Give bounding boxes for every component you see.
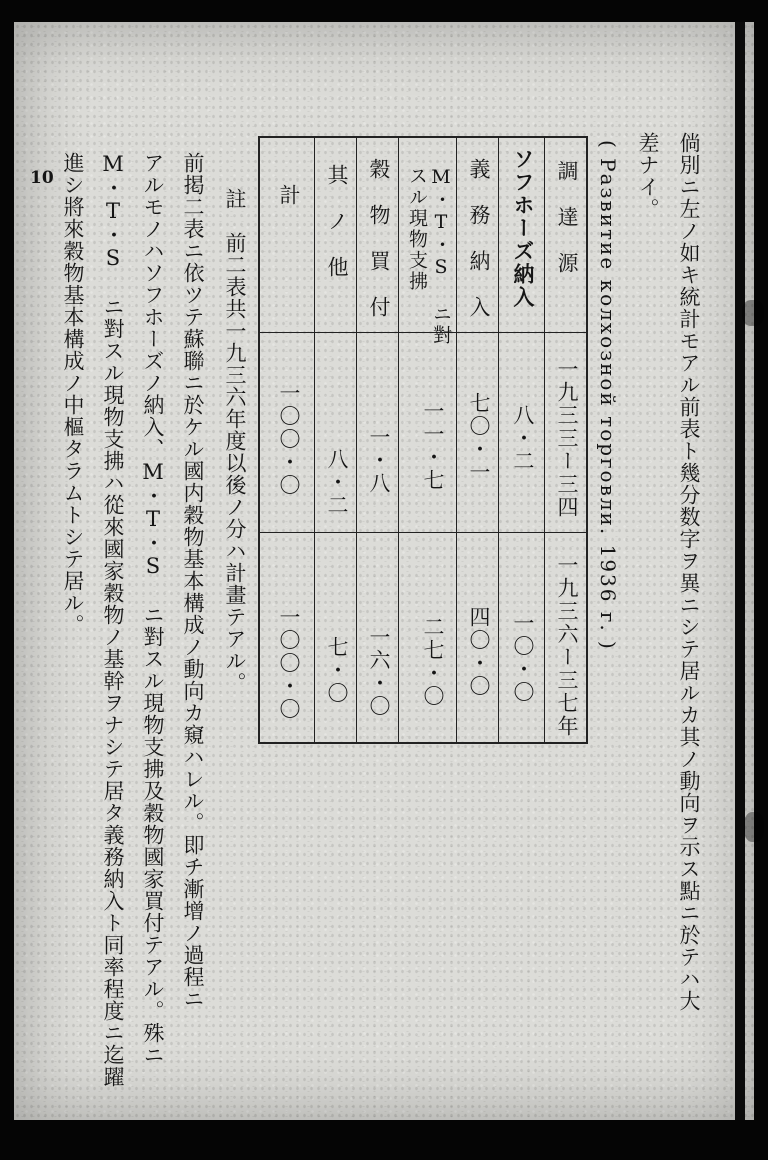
table-caption: ( Развитие колхозной торговли. 1936 г. ) bbox=[596, 140, 620, 651]
row-value-b: 二七・〇 bbox=[421, 616, 445, 708]
row-label: 穀 物 買 付 bbox=[367, 158, 391, 319]
header-col-b: 一九三六ー三七年 bbox=[555, 554, 579, 738]
row-value-a: 八・二 bbox=[511, 404, 535, 473]
total-label: 計 bbox=[277, 184, 301, 207]
row-value-b: 一六・〇 bbox=[367, 626, 391, 718]
row-value-a: 七〇・一 bbox=[467, 392, 491, 484]
paragraph-col1: 前掲二表ニ依ツテ蘇聯ニ於ケル國内穀物基本構成ノ動向カ窺ハレル。即チ漸增ノ過程ニ bbox=[181, 152, 205, 1010]
row-label: 義 務 納 入 bbox=[467, 158, 491, 319]
intro-text-col1: 倘別ニ左ノ如キ統計モアル前表ト幾分数字ヲ異ニシテ居ルカ其ノ動向ヲ示ス點ニ於テハ大 bbox=[677, 132, 701, 1012]
intro-text-col2: 差ナイ。 bbox=[636, 132, 660, 220]
paragraph-col4: 進シ將來穀物基本構成ノ中樞タラムトシテ居ル。 bbox=[61, 152, 85, 636]
data-table bbox=[258, 136, 588, 746]
row-value-a: 八・二 bbox=[325, 448, 349, 517]
total-value-a: 一〇〇・〇 bbox=[277, 382, 301, 497]
total-value-b: 一〇〇・〇 bbox=[277, 606, 301, 721]
paragraph-col3: M・T・S ニ對スル現物支拂ハ從來國家穀物ノ基幹ヲナシテ居タ義務納入ト同率程度ニ迄躍 bbox=[101, 152, 125, 1088]
row-value-b: 一〇・〇 bbox=[511, 612, 535, 704]
scan-smudge bbox=[742, 300, 764, 326]
row-value-b: 七・〇 bbox=[325, 636, 349, 705]
row-value-b: 四〇・〇 bbox=[467, 606, 491, 698]
paragraph-col2: アルモノハソフホーズノ納入、M・T・S ニ對スル現物支拂及穀物國家買付テアル。殊ニ bbox=[141, 152, 165, 1066]
header-label: 調 達 源 bbox=[555, 160, 579, 275]
row-label: ソフホーズ納入 bbox=[511, 148, 536, 309]
page-edge-shadow bbox=[735, 22, 745, 1120]
row-value-a: 一一・七 bbox=[421, 400, 445, 492]
row-label: 其 ノ 他 bbox=[325, 164, 349, 279]
row-label-line2: スル現物支拂 bbox=[406, 166, 428, 292]
row-label-line1: M・T・S ニ對 bbox=[430, 166, 452, 346]
note-text: 註 前二表共一九三六年度以後ノ分ハ計畫テアル。 bbox=[223, 188, 247, 694]
header-col-a: 一九三三ー三四 bbox=[555, 358, 579, 519]
row-value-a: 一・八 bbox=[367, 426, 391, 495]
scan-smudge bbox=[744, 812, 764, 842]
page-number: 10 bbox=[30, 168, 54, 188]
